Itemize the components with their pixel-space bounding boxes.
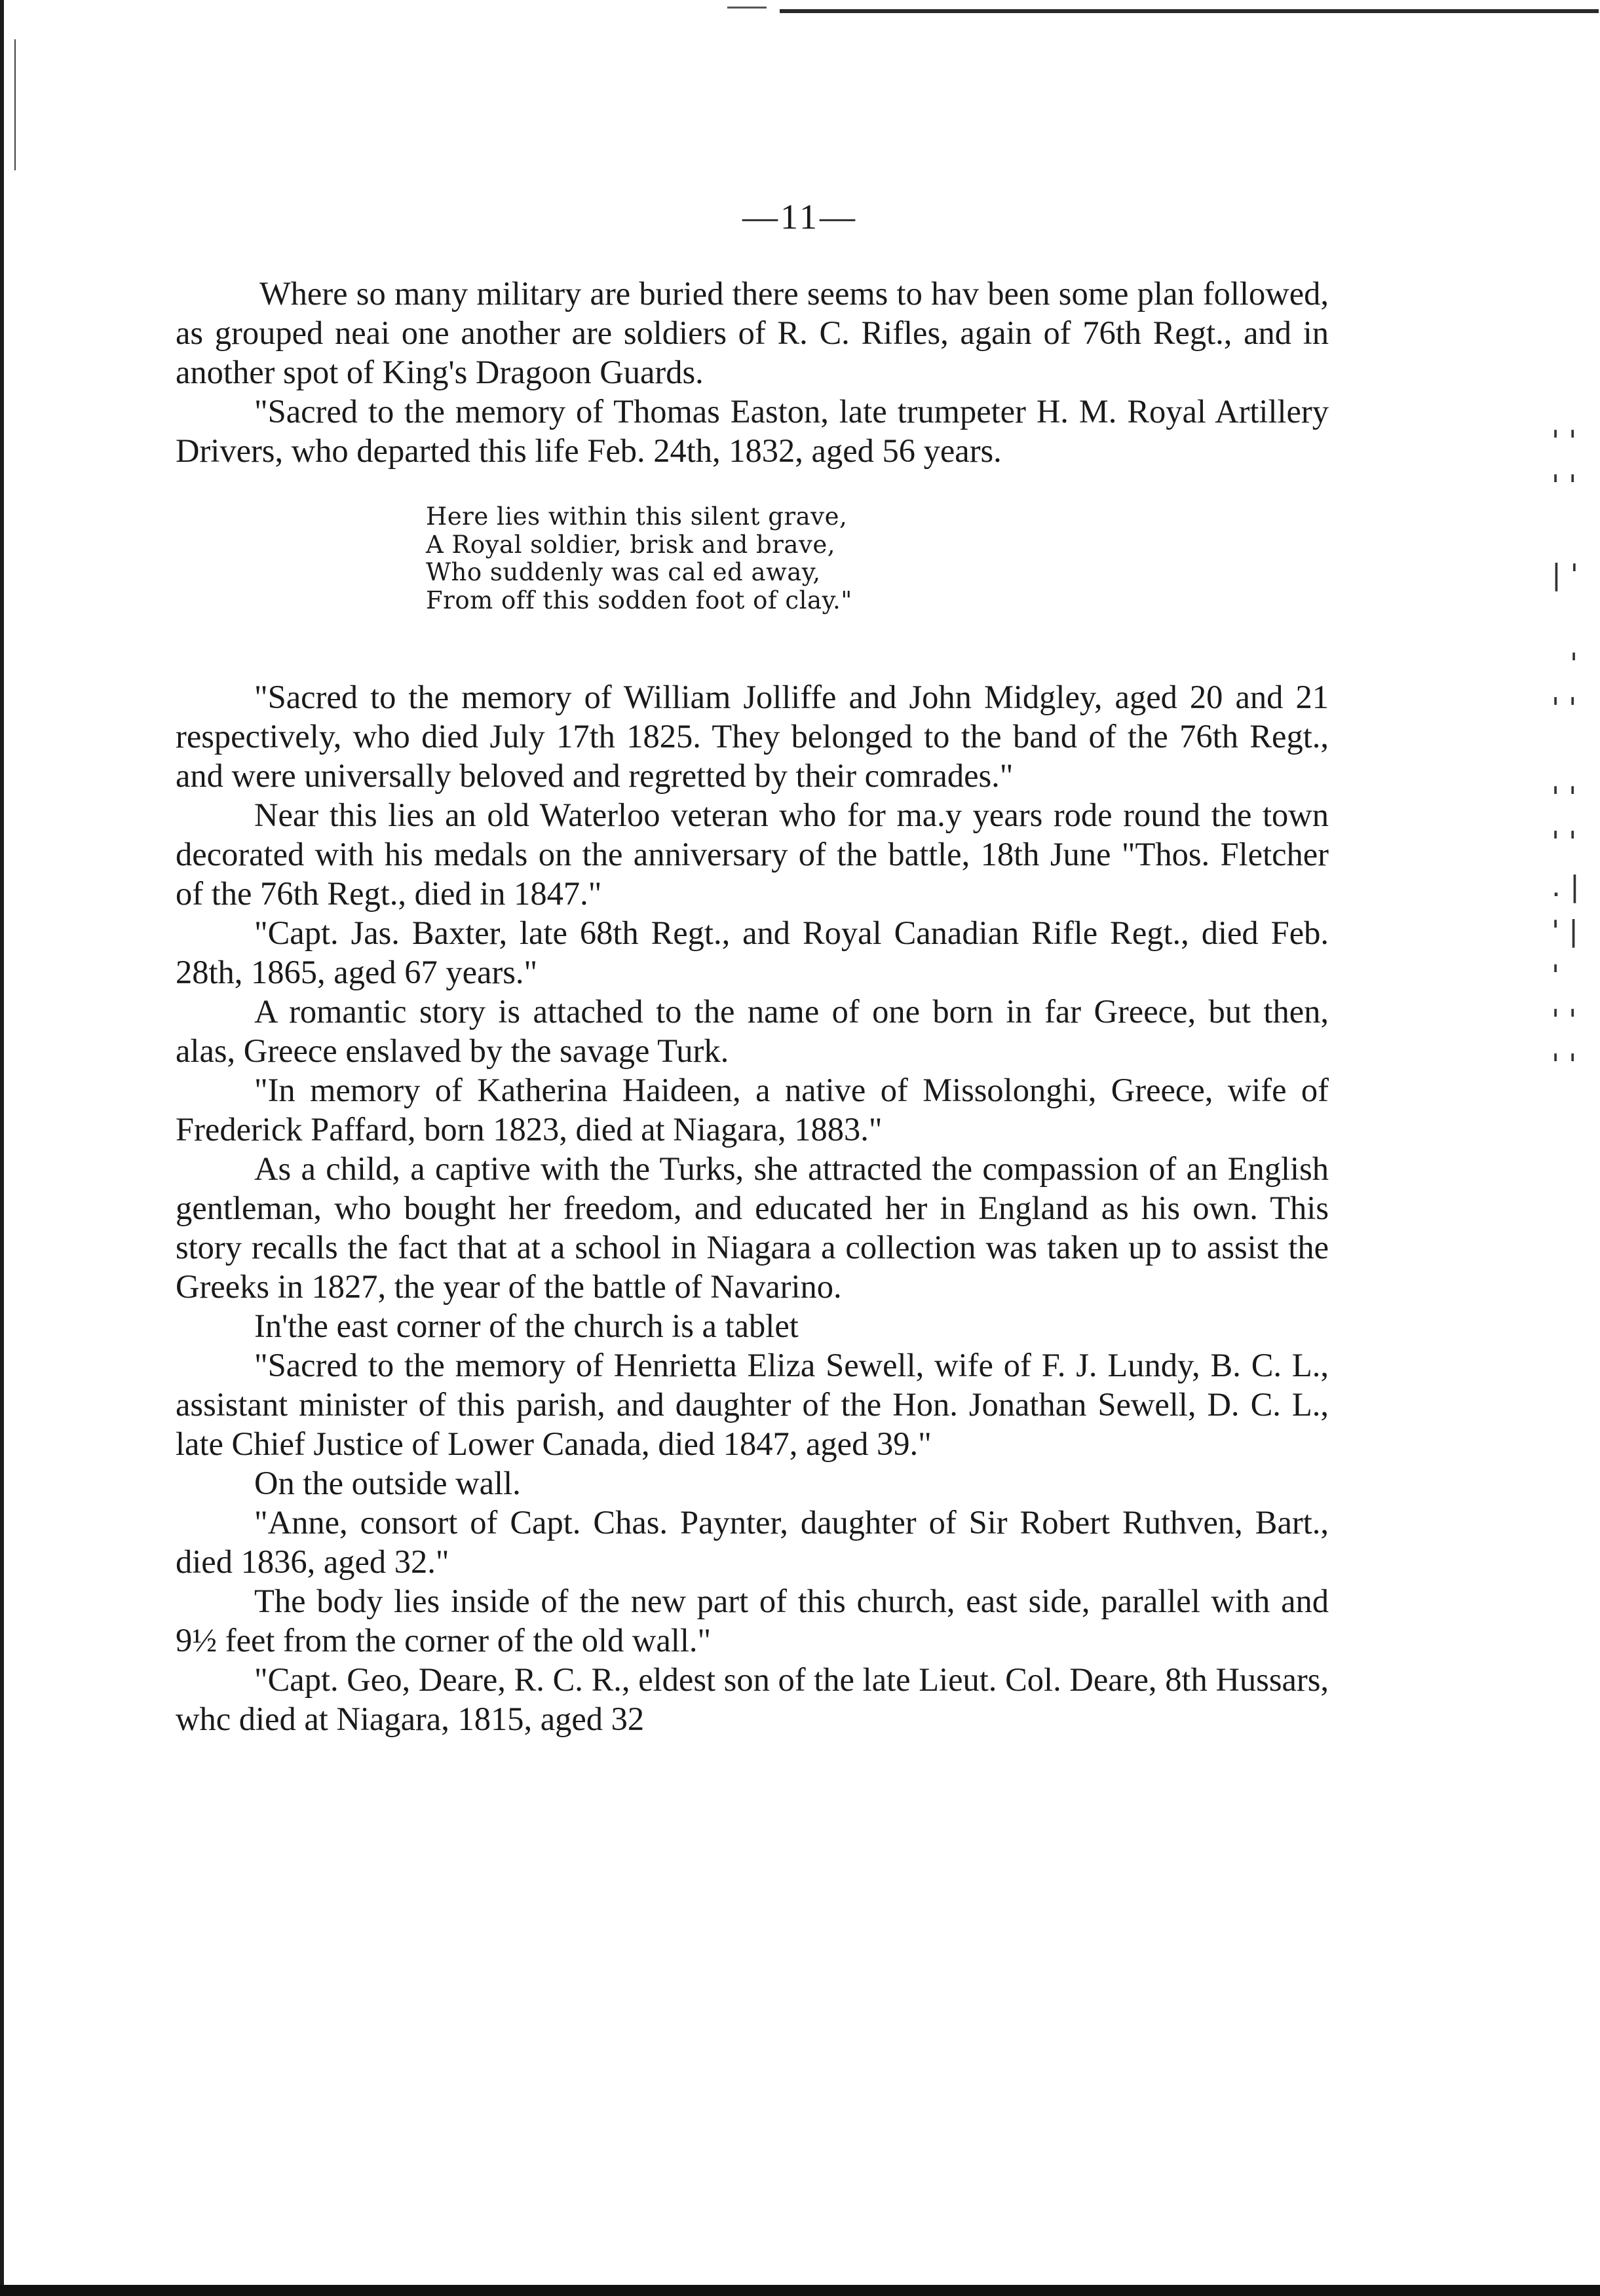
paragraph: "Sacred to the memory of William Jolliffe and John Midgley, aged 20 and 21 respectively, who died July 17th 1825. They belonged to the band of the 76th Regt., and were universally beloved and regretted by their comrades." — [176, 679, 1329, 794]
scan-bottom-rule — [0, 2285, 1600, 2296]
epitaph-verse — [426, 503, 1329, 614]
paragraph: On the outside wall. — [254, 1465, 521, 1501]
scan-top-dash — [727, 7, 767, 9]
verse-line: A Royal soldier, brisk and brave, — [426, 530, 836, 559]
scan-top-rule — [780, 9, 1599, 13]
scan-left-mark — [14, 39, 16, 170]
paragraph: Near this lies an old Waterloo veteran who for ma.y years rode round the town decorated with his medals on the anniversary of the battle, 18th June "Thos. Fletcher of the 76th Regt., died in 1847." — [176, 797, 1329, 912]
paragraph: In'the east corner of the church is a tablet — [254, 1308, 799, 1344]
paragraph: "Capt. Jas. Baxter, late 68th Regt., and Royal Canadian Rifle Regt., died Feb. 28th, 1865, aged 67 years." — [176, 914, 1329, 990]
scan-left-edge — [0, 0, 4, 2296]
paragraph: A romantic story is attached to the name of one born in far Greece, but then, alas, Greece enslaved by the savage Turk. — [176, 993, 1329, 1069]
paragraph: "Sacred to the memory of Thomas Easton, late trumpeter H. M. Royal Artillery Drivers, who departed this life Feb. 24th, 1832, aged 56 years. — [176, 393, 1329, 469]
verse-line: From off this sodden foot of clay." — [426, 586, 852, 614]
paragraph: "Capt. Geo, Deare, R. C. R., eldest son of the late Lieut. Col. Deare, 8th Hussars, whc died at Niagara, 1815, aged 32 — [176, 1661, 1329, 1737]
paragraph: "Anne, consort of Capt. Chas. Paynter, daughter of Sir Robert Ruthven, Bart., died 1836, aged 32." — [176, 1504, 1329, 1580]
paragraph: Where so many military are buried there seems to hav been some plan followed, as grouped neai one another are soldiers of R. C. Rifles, again of 76th Regt., and in another spot of King's Dragoon Guards. — [176, 275, 1329, 390]
verse-line: Who suddenly was cal ed away, — [426, 558, 821, 586]
paragraph: "In memory of Katherina Haideen, a native of Missolonghi, Greece, wife of Frederick Paffard, born 1823, died at Niagara, 1883." — [176, 1072, 1329, 1148]
verse-line: Here lies within this silent grave, — [426, 502, 848, 531]
page-number: —11— — [742, 197, 858, 236]
page-body — [176, 274, 1329, 1739]
paragraph: "Sacred to the memory of Henrietta Eliza Sewell, wife of F. J. Lundy, B. C. L., assistant minister of this parish, and daughter of the Hon. Jonathan Sewell, D. C. L., late Chief Justice of Lower Canada, died 1847, aged 39." — [176, 1347, 1329, 1462]
paragraph: The body lies inside of the new part of this church, east side, parallel with and 9½ feet from the corner of the old wall." — [176, 1583, 1329, 1659]
paragraph: As a child, a captive with the Turks, she attracted the compassion of an English gentleman, who bought her freedom, and educated her in England as his own. This story recalls the fact that at a school in Niagara a collection was taken up to assist the Greeks in 1827, the year of the battle of Navarino. — [176, 1150, 1329, 1305]
margin-marks: ' ' ' ' | ' ' ' ' ' ' ' ' . | ' | ' ' ' ' ' — [1552, 424, 1580, 1082]
